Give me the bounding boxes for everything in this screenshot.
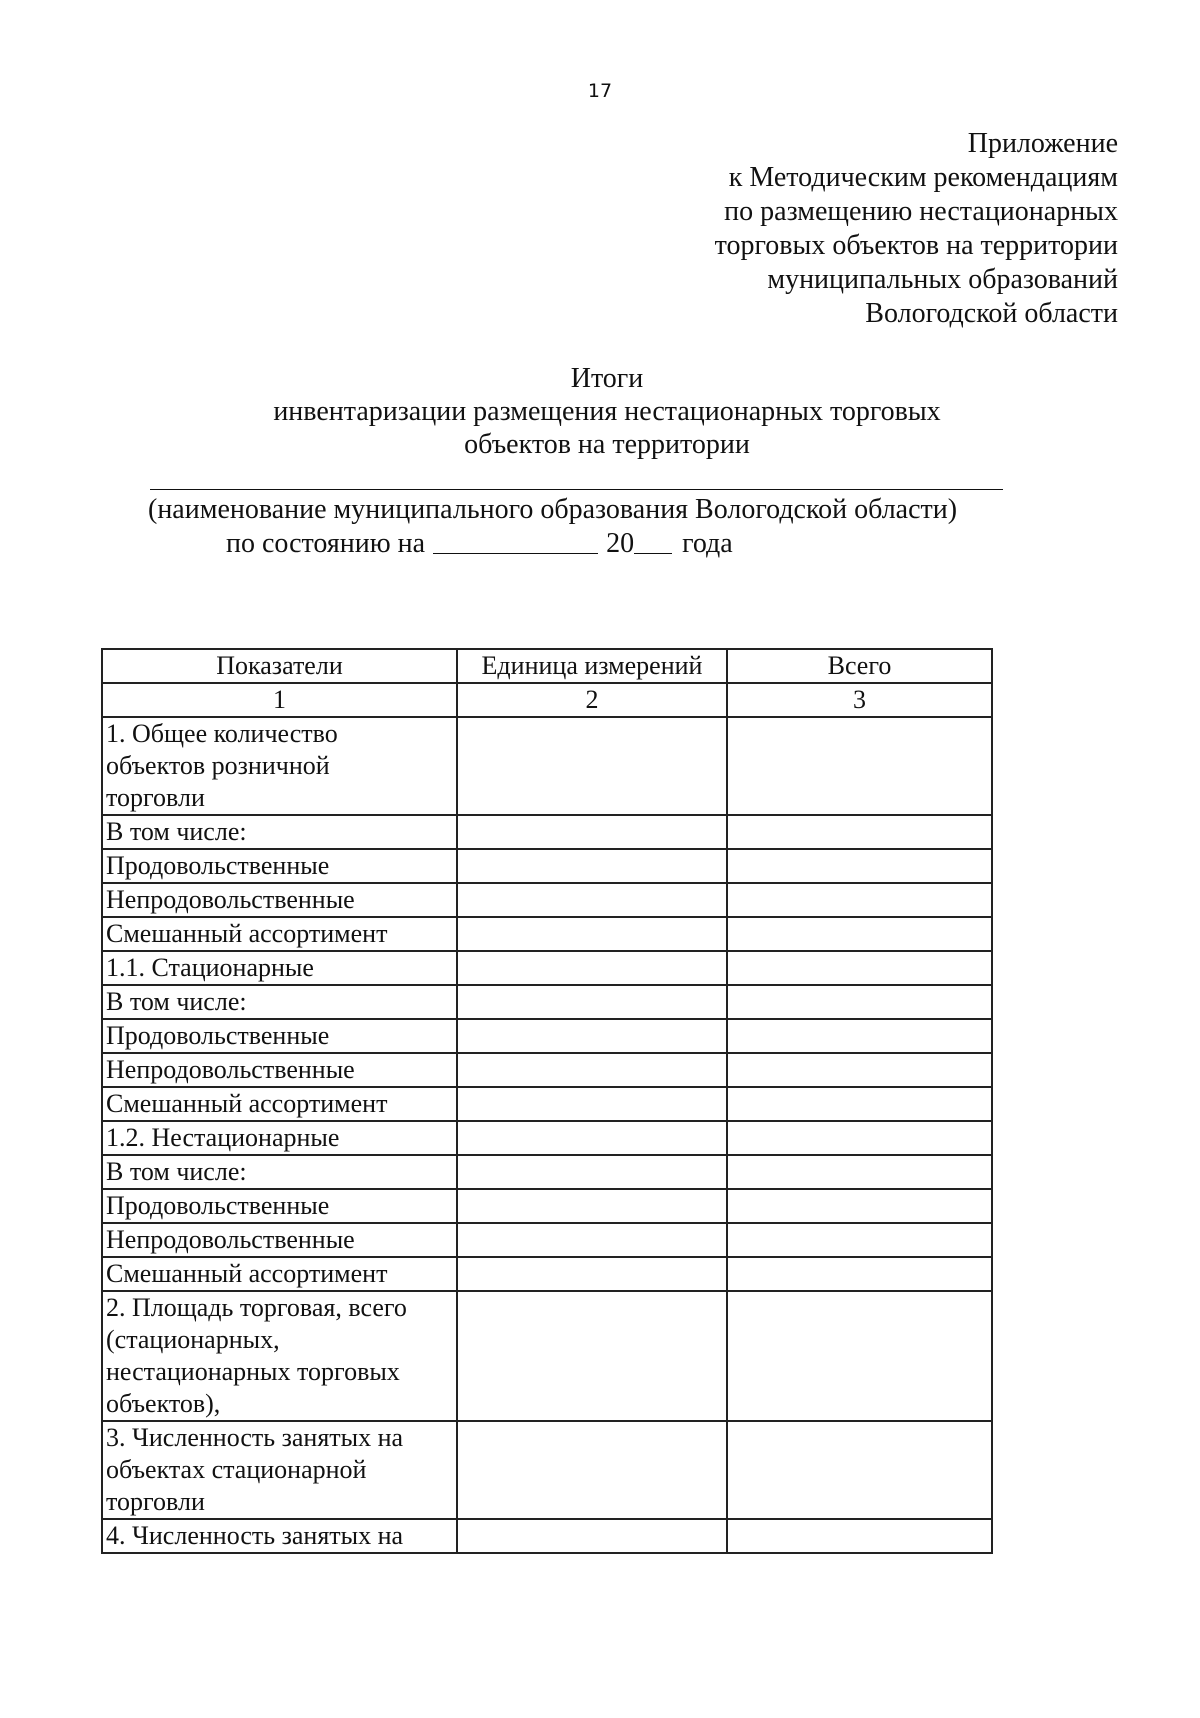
total-cell xyxy=(727,985,992,1019)
unit-cell xyxy=(457,717,727,815)
table-row xyxy=(102,883,992,917)
document-title xyxy=(0,362,1200,461)
table-header-row xyxy=(102,649,992,683)
total-cell xyxy=(727,849,992,883)
title-line: Итоги xyxy=(570,363,644,394)
unit-cell xyxy=(457,883,727,917)
unit-cell xyxy=(457,1053,727,1087)
table-row xyxy=(102,849,992,883)
table-row xyxy=(102,1421,992,1519)
header-indicators: Показатели xyxy=(102,649,457,683)
year-blank xyxy=(634,529,672,554)
indicator-cell: Непродовольственные xyxy=(102,883,457,917)
total-cell xyxy=(727,1155,992,1189)
table-row xyxy=(102,1519,992,1553)
total-cell xyxy=(727,1421,992,1519)
indicator-cell: 1. Общее количество объектов розничной торговли xyxy=(102,717,457,815)
unit-cell xyxy=(457,1291,727,1421)
total-cell xyxy=(727,1121,992,1155)
table-row xyxy=(102,1223,992,1257)
table-row xyxy=(102,815,992,849)
state-prefix: по состоянию на xyxy=(226,528,426,559)
unit-cell xyxy=(457,951,727,985)
table-row xyxy=(102,717,992,815)
table-row xyxy=(102,1155,992,1189)
indicator-cell: Смешанный ассортимент xyxy=(102,1087,457,1121)
indicator-cell: Продовольственные xyxy=(102,1189,457,1223)
table-row xyxy=(102,1053,992,1087)
indicator-cell: 1.2. Нестационарные xyxy=(102,1121,457,1155)
appendix-line: муниципальных образований xyxy=(767,264,1118,295)
total-cell xyxy=(727,1189,992,1223)
total-cell xyxy=(727,1519,992,1553)
total-cell xyxy=(727,883,992,917)
unit-cell xyxy=(457,1189,727,1223)
table-row xyxy=(102,1019,992,1053)
appendix-line: по размещению нестационарных xyxy=(724,196,1118,227)
unit-cell xyxy=(457,815,727,849)
total-cell xyxy=(727,1053,992,1087)
state-suffix: года xyxy=(682,528,733,559)
appendix-line: к Методическим рекомендациям xyxy=(728,162,1118,193)
unit-cell xyxy=(457,1155,727,1189)
table-row xyxy=(102,1087,992,1121)
unit-cell xyxy=(457,1223,727,1257)
appendix-line: торговых объектов на территории xyxy=(714,230,1118,261)
indicator-cell: В том числе: xyxy=(102,985,457,1019)
appendix-line: Приложение xyxy=(967,128,1118,159)
indicator-cell: Смешанный ассортимент xyxy=(102,917,457,951)
municipality-name-line xyxy=(150,489,1003,490)
appendix-block xyxy=(715,127,1118,331)
indicator-cell: 1.1. Стационарные xyxy=(102,951,457,985)
table-row xyxy=(102,1121,992,1155)
indicator-cell: 3. Численность занятых на объектах стационарной торговли xyxy=(102,1421,457,1519)
date-blank xyxy=(433,529,598,554)
indicator-cell: В том числе: xyxy=(102,1155,457,1189)
indicator-cell: Непродовольственные xyxy=(102,1223,457,1257)
indicator-cell: Смешанный ассортимент xyxy=(102,1257,457,1291)
total-cell xyxy=(727,951,992,985)
title-line: инвентаризации размещения нестационарных торговых xyxy=(273,396,941,427)
year-prefix: 20 xyxy=(606,528,635,559)
table-row xyxy=(102,917,992,951)
unit-cell xyxy=(457,1121,727,1155)
total-cell xyxy=(727,815,992,849)
total-cell xyxy=(727,917,992,951)
total-cell xyxy=(727,1019,992,1053)
indicators-table xyxy=(101,648,993,1554)
unit-cell xyxy=(457,1019,727,1053)
indicator-cell: В том числе: xyxy=(102,815,457,849)
unit-cell xyxy=(457,985,727,1019)
column-numbers-row xyxy=(102,683,992,717)
title-line: объектов на территории xyxy=(464,429,750,460)
unit-cell xyxy=(457,1087,727,1121)
total-cell xyxy=(727,1223,992,1257)
total-cell xyxy=(727,1291,992,1421)
unit-cell xyxy=(457,917,727,951)
header-unit: Единица измерений xyxy=(457,649,727,683)
header-total: Всего xyxy=(727,649,992,683)
unit-cell xyxy=(457,849,727,883)
indicator-cell: Продовольственные xyxy=(102,849,457,883)
table-row xyxy=(102,985,992,1019)
column-number: 1 xyxy=(102,683,457,717)
column-number: 2 xyxy=(457,683,727,717)
table-row xyxy=(102,1257,992,1291)
table-row xyxy=(102,1291,992,1421)
unit-cell xyxy=(457,1519,727,1553)
indicator-cell: Непродовольственные xyxy=(102,1053,457,1087)
column-number: 3 xyxy=(727,683,992,717)
total-cell xyxy=(727,1257,992,1291)
table-row xyxy=(102,951,992,985)
page-number: 17 xyxy=(587,80,613,102)
total-cell xyxy=(727,717,992,815)
indicator-cell: Продовольственные xyxy=(102,1019,457,1053)
state-date-line xyxy=(226,528,733,560)
indicator-cell: 2. Площадь торговая, всего (стационарных, нестационарных торговых объектов), xyxy=(102,1291,457,1421)
appendix-line: Вологодской области xyxy=(865,298,1118,329)
total-cell xyxy=(727,1087,992,1121)
unit-cell xyxy=(457,1421,727,1519)
indicator-cell: 4. Численность занятых на xyxy=(102,1519,457,1553)
unit-cell xyxy=(457,1257,727,1291)
municipality-name-caption: (наименование муниципального образования Вологодской области) xyxy=(148,494,958,525)
table-row xyxy=(102,1189,992,1223)
